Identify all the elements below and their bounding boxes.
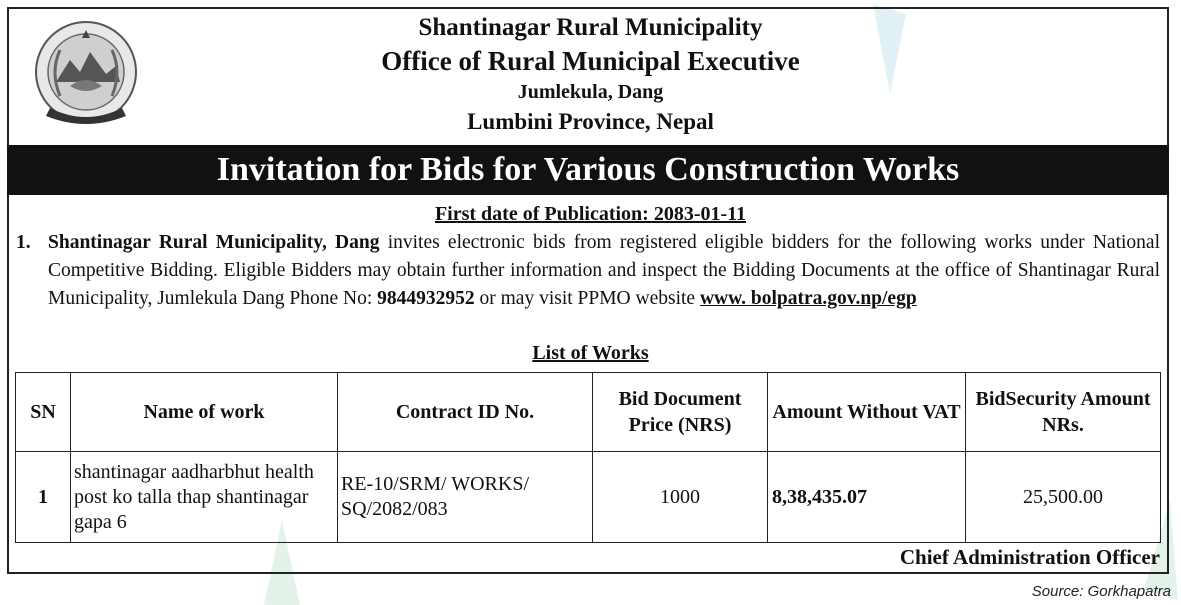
- cell-bid-security: 25,500.00: [966, 452, 1161, 543]
- list-of-works-title: List of Works: [532, 342, 649, 364]
- cell-name-of-work: shantinagar aadharbhut health post ko talla thap shantinagar gapa 6: [71, 452, 338, 543]
- website-link[interactable]: www. bolpatra.gov.np/egp: [699, 288, 917, 309]
- table-row: [16, 452, 1161, 543]
- notice-paragraph: [16, 229, 1160, 313]
- letterhead: [0, 12, 1181, 138]
- cell-amount-without-vat: 8,38,435.07: [768, 452, 966, 543]
- paragraph-text-2: or may visit PPMO website: [474, 288, 700, 309]
- cell-contract-id: RE-10/SRM/ WORKS/ SQ/2082/083: [338, 452, 593, 543]
- office-location: Jumlekula, Dang: [517, 81, 664, 103]
- header-bid-document-price: Bid Document Price (NRS): [593, 373, 768, 452]
- paragraph-number: 1.: [16, 232, 31, 253]
- header-amount-without-vat: Amount Without VAT: [768, 373, 966, 452]
- paragraph-text-1: invites electronic bids from registered eligible bidders for the following works under National Competitive Bidding. Eligible Bidders may obtain further information and inspect the Bidding Documents at the office of Shantinagar Rural Municipality, Jumlekula Dang Phone No:: [48, 232, 1160, 309]
- signatory-title: Chief Administration Officer: [899, 545, 1160, 569]
- municipality-name: Shantinagar Rural Municipality: [418, 14, 763, 41]
- cell-bid-document-price: 1000: [593, 452, 768, 543]
- publication-date: First date of Publication: 2083-01-11: [434, 203, 747, 225]
- office-name: Office of Rural Municipal Executive: [381, 46, 800, 76]
- paragraph-body: [48, 229, 1160, 313]
- works-table: [15, 372, 1161, 543]
- office-province: Lumbini Province, Nepal: [467, 109, 714, 134]
- header-name-of-work: Name of work: [71, 373, 338, 452]
- table-header-row: [16, 373, 1161, 452]
- header-contract-id: Contract ID No.: [338, 373, 593, 452]
- cell-sn: 1: [16, 452, 71, 543]
- organization-name: Shantinagar Rural Municipality, Dang: [48, 232, 380, 253]
- phone-number: 9844932952: [377, 288, 475, 309]
- notice-title: Invitation for Bids for Various Construction Works: [7, 145, 1169, 195]
- header-sn: SN: [16, 373, 71, 452]
- source-credit: Source: Gorkhapatra: [1031, 583, 1171, 600]
- header-bid-security: BidSecurity Amount NRs.: [966, 373, 1161, 452]
